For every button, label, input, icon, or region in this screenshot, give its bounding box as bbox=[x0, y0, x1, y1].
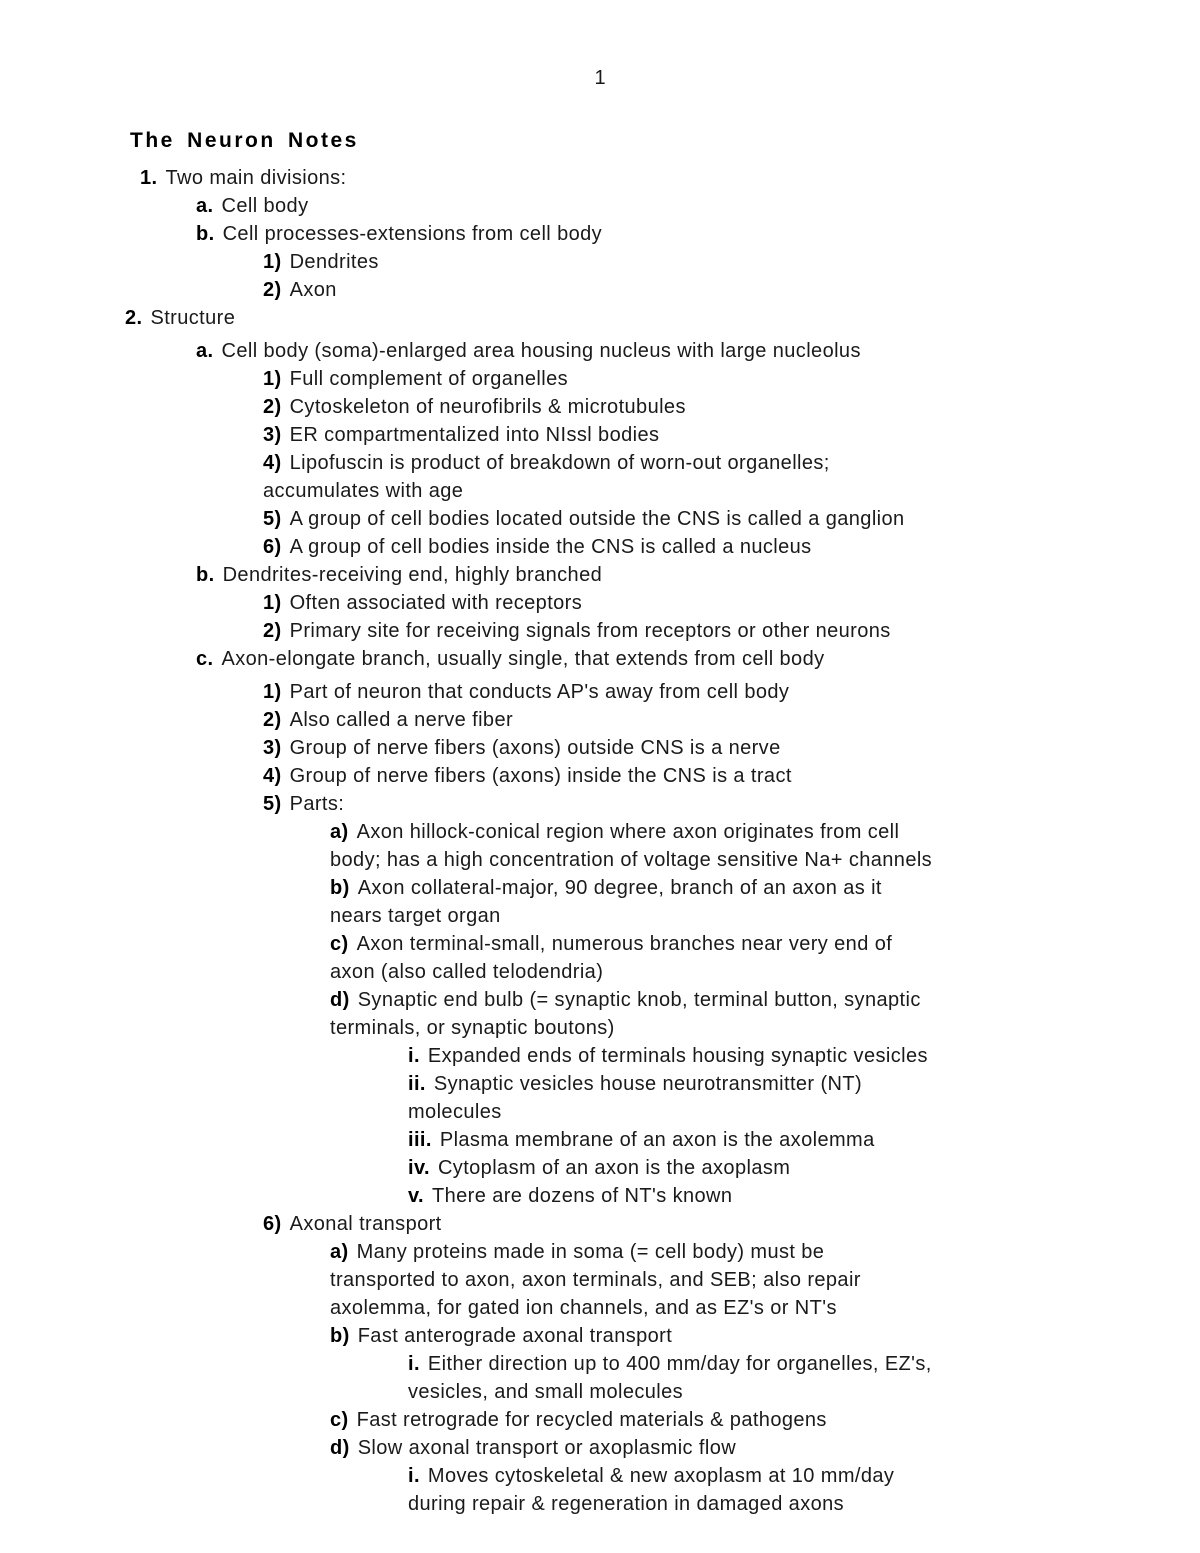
outline-item-text: Cell processes-extensions from cell body bbox=[222, 223, 603, 245]
outline-item bbox=[263, 762, 1200, 790]
outline-item-marker: ii. bbox=[408, 1073, 426, 1095]
outline-item bbox=[196, 192, 1200, 220]
outline-item-text: Axon bbox=[289, 279, 337, 301]
outline-item bbox=[408, 1154, 1200, 1182]
outline-item-text: body; has a high concentration of voltage sensitive Na+ channels bbox=[330, 849, 933, 871]
outline-item bbox=[408, 1042, 1200, 1070]
outline-item bbox=[263, 589, 1200, 617]
outline-item-marker: iii. bbox=[408, 1129, 432, 1151]
outline-item-line bbox=[263, 248, 1200, 276]
outline-item-marker: 3) bbox=[263, 424, 282, 446]
outline-item-marker: c. bbox=[196, 648, 214, 670]
outline-item-line bbox=[408, 1154, 1200, 1182]
outline-item-line bbox=[408, 1350, 1200, 1378]
outline-item-line bbox=[263, 1210, 1200, 1238]
outline-item-text: Either direction up to 400 mm/day for organelles, EZ's, bbox=[427, 1353, 932, 1375]
outline-item bbox=[263, 1210, 1200, 1238]
outline-item bbox=[263, 248, 1200, 276]
outline-item-line bbox=[263, 421, 1200, 449]
outline-item-text: terminals, or synaptic boutons) bbox=[330, 1017, 615, 1039]
outline-item bbox=[196, 645, 1200, 673]
outline-item-wrap-line bbox=[330, 1266, 1200, 1294]
outline-item bbox=[263, 617, 1200, 645]
outline-item-text: Group of nerve fibers (axons) outside CNS is a nerve bbox=[289, 737, 781, 759]
outline-item-line bbox=[263, 762, 1200, 790]
outline-item-text: Lipofuscin is product of breakdown of worn-out organelles; bbox=[289, 452, 830, 474]
outline-item-text: accumulates with age bbox=[263, 480, 464, 502]
outline-item-line bbox=[196, 561, 1200, 589]
outline-item-marker: a) bbox=[330, 1241, 349, 1263]
outline-item bbox=[196, 337, 1200, 365]
outline-item-line bbox=[330, 818, 1200, 846]
outline-item-marker: 2. bbox=[125, 307, 143, 329]
outline-item-text: Cytoplasm of an axon is the axoplasm bbox=[437, 1157, 791, 1179]
outline-item-line bbox=[330, 874, 1200, 902]
outline-item-line bbox=[330, 986, 1200, 1014]
outline-item-marker: 5) bbox=[263, 508, 282, 530]
outline-item-marker: 2) bbox=[263, 279, 282, 301]
outline-item bbox=[263, 533, 1200, 561]
outline-item-text: Cell body (soma)-enlarged area housing nucleus with large nucleolus bbox=[221, 340, 861, 362]
outline-item-line bbox=[263, 393, 1200, 421]
page-number: 1 bbox=[594, 67, 606, 89]
outline-item-line bbox=[263, 790, 1200, 818]
outline-item-text: ER compartmentalized into NIssl bodies bbox=[289, 424, 660, 446]
outline-item-text: There are dozens of NT's known bbox=[432, 1185, 733, 1207]
outline-item-line bbox=[408, 1462, 1200, 1490]
outline-item-wrap-line bbox=[330, 958, 1200, 986]
outline-item bbox=[330, 1434, 1200, 1462]
outline-item bbox=[408, 1070, 1200, 1126]
outline-item-text: Slow axonal transport or axoplasmic flow bbox=[357, 1437, 737, 1459]
outline-item bbox=[263, 734, 1200, 762]
outline-item-text: Fast retrograde for recycled materials & pathogens bbox=[356, 1409, 827, 1431]
outline-item-marker: 3) bbox=[263, 737, 282, 759]
outline-item bbox=[263, 276, 1200, 304]
outline-item-text: Part of neuron that conducts AP's away from cell body bbox=[289, 681, 790, 703]
outline-item-marker: 6) bbox=[263, 1213, 282, 1235]
outline-item-line bbox=[263, 678, 1200, 706]
outline-item-marker: 4) bbox=[263, 452, 282, 474]
outline-item-text: Axon-elongate branch, usually single, that extends from cell body bbox=[221, 648, 825, 670]
outline-item-marker: i. bbox=[408, 1045, 420, 1067]
outline-item-marker: 2) bbox=[263, 620, 282, 642]
outline-item bbox=[263, 678, 1200, 706]
outline-item-marker: 1. bbox=[140, 167, 158, 189]
outline-item-marker: 2) bbox=[263, 396, 282, 418]
outline-item bbox=[408, 1350, 1200, 1406]
outline-item bbox=[196, 220, 1200, 248]
outline-item-text: Full complement of organelles bbox=[289, 368, 568, 390]
outline-item-marker: c) bbox=[330, 1409, 349, 1431]
outline-item-line bbox=[196, 337, 1200, 365]
outline-item bbox=[263, 449, 1200, 505]
outline-item-marker: 1) bbox=[263, 592, 282, 614]
outline-item bbox=[330, 874, 1200, 930]
outline-item-line bbox=[263, 505, 1200, 533]
outline-item-text: Cytoskeleton of neurofibrils & microtubules bbox=[289, 396, 686, 418]
outline-item-marker: i. bbox=[408, 1465, 420, 1487]
outline-item-marker: a. bbox=[196, 195, 214, 217]
outline-item-line bbox=[263, 533, 1200, 561]
outline-item-marker: 2) bbox=[263, 709, 282, 731]
outline-item-text: axolemma, for gated ion channels, and as EZ's or NT's bbox=[330, 1297, 837, 1319]
outline-item-marker: d) bbox=[330, 989, 350, 1011]
outline-item-text: Many proteins made in soma (= cell body) must be bbox=[356, 1241, 825, 1263]
outline-item bbox=[263, 421, 1200, 449]
outline-item-line bbox=[263, 365, 1200, 393]
outline-item-text: Often associated with receptors bbox=[289, 592, 583, 614]
outline-item-wrap-line bbox=[330, 1014, 1200, 1042]
outline-item-wrap-line bbox=[408, 1098, 1200, 1126]
outline-item bbox=[263, 706, 1200, 734]
outline-item-marker: 1) bbox=[263, 368, 282, 390]
outline-item-line bbox=[263, 276, 1200, 304]
outline-item-marker: v. bbox=[408, 1185, 424, 1207]
outline-item-line bbox=[330, 1238, 1200, 1266]
outline-item-line bbox=[330, 930, 1200, 958]
outline-item-text: vesicles, and small molecules bbox=[408, 1381, 684, 1403]
outline-item bbox=[330, 1406, 1200, 1434]
outline-item-text: transported to axon, axon terminals, and SEB; also repair bbox=[330, 1269, 861, 1291]
outline-item-line bbox=[140, 164, 1200, 192]
outline-item-line bbox=[125, 304, 1200, 332]
outline-item-text: during repair & regeneration in damaged axons bbox=[408, 1493, 845, 1515]
outline-item-text: Dendrites bbox=[289, 251, 379, 273]
outline-item bbox=[330, 1238, 1200, 1322]
outline-item-text: Dendrites-receiving end, highly branched bbox=[222, 564, 603, 586]
outline-item-marker: b. bbox=[196, 223, 215, 245]
outline-item-line bbox=[408, 1070, 1200, 1098]
outline-item-text: Group of nerve fibers (axons) inside the CNS is a tract bbox=[289, 765, 792, 787]
outline-item-text: Primary site for receiving signals from receptors or other neurons bbox=[289, 620, 891, 642]
outline-item-text: Plasma membrane of an axon is the axolemma bbox=[439, 1129, 875, 1151]
outline-item-text: Axon collateral-major, 90 degree, branch of an axon as it bbox=[357, 877, 882, 899]
outline-item bbox=[408, 1462, 1200, 1518]
outline-item-marker: 4) bbox=[263, 765, 282, 787]
outline-item-line bbox=[263, 589, 1200, 617]
outline-item-wrap-line bbox=[408, 1378, 1200, 1406]
outline-item-text: nears target organ bbox=[330, 905, 501, 927]
outline-item bbox=[263, 393, 1200, 421]
outline bbox=[0, 164, 1200, 1518]
outline-item-marker: b. bbox=[196, 564, 215, 586]
outline-item-line bbox=[263, 706, 1200, 734]
outline-item-wrap-line bbox=[330, 902, 1200, 930]
outline-item-text: axon (also called telodendria) bbox=[330, 961, 604, 983]
outline-item-text: Also called a nerve fiber bbox=[289, 709, 514, 731]
outline-item-text: Axon hillock-conical region where axon originates from cell bbox=[356, 821, 900, 843]
outline-item-marker: b) bbox=[330, 877, 350, 899]
outline-item-text: Parts: bbox=[289, 793, 345, 815]
outline-item bbox=[140, 164, 1200, 192]
outline-item-text: Structure bbox=[150, 307, 236, 329]
outline-item-marker: 1) bbox=[263, 681, 282, 703]
outline-item-text: Two main divisions: bbox=[165, 167, 347, 189]
outline-item-text: Axon terminal-small, numerous branches near very end of bbox=[356, 933, 893, 955]
outline-item-marker: 6) bbox=[263, 536, 282, 558]
outline-item-line bbox=[408, 1126, 1200, 1154]
outline-item-line bbox=[196, 220, 1200, 248]
outline-item-line bbox=[263, 617, 1200, 645]
outline-item bbox=[330, 930, 1200, 986]
outline-item bbox=[330, 818, 1200, 874]
outline-item-line bbox=[408, 1042, 1200, 1070]
outline-item-line bbox=[263, 449, 1200, 477]
outline-item-marker: a) bbox=[330, 821, 349, 843]
outline-item-text: A group of cell bodies inside the CNS is called a nucleus bbox=[289, 536, 812, 558]
outline-item-line bbox=[263, 734, 1200, 762]
outline-item-marker: d) bbox=[330, 1437, 350, 1459]
outline-item-wrap-line bbox=[408, 1490, 1200, 1518]
outline-item bbox=[330, 1322, 1200, 1350]
outline-item bbox=[330, 986, 1200, 1042]
outline-item bbox=[263, 790, 1200, 818]
outline-item-marker: b) bbox=[330, 1325, 350, 1347]
outline-item bbox=[125, 304, 1200, 332]
outline-item-text: Moves cytoskeletal & new axoplasm at 10 mm/day bbox=[427, 1465, 895, 1487]
outline-item-line bbox=[330, 1434, 1200, 1462]
outline-item-line bbox=[408, 1182, 1200, 1210]
outline-item-text: Synaptic vesicles house neurotransmitter (NT) bbox=[433, 1073, 863, 1095]
outline-item-marker: 1) bbox=[263, 251, 282, 273]
outline-item-marker: i. bbox=[408, 1353, 420, 1375]
outline-item bbox=[263, 505, 1200, 533]
outline-item-line bbox=[196, 645, 1200, 673]
outline-item bbox=[408, 1126, 1200, 1154]
outline-item-text: Expanded ends of terminals housing synaptic vesicles bbox=[427, 1045, 928, 1067]
outline-item bbox=[263, 365, 1200, 393]
outline-item-line bbox=[330, 1322, 1200, 1350]
outline-item-text: Cell body bbox=[221, 195, 309, 217]
outline-item-wrap-line bbox=[263, 477, 1200, 505]
outline-item-line bbox=[196, 192, 1200, 220]
outline-item-text: Fast anterograde axonal transport bbox=[357, 1325, 673, 1347]
outline-item-text: A group of cell bodies located outside the CNS is called a ganglion bbox=[289, 508, 905, 530]
outline-item-text: Axonal transport bbox=[289, 1213, 442, 1235]
outline-item-wrap-line bbox=[330, 1294, 1200, 1322]
outline-item bbox=[408, 1182, 1200, 1210]
outline-item-marker: iv. bbox=[408, 1157, 430, 1179]
outline-item-marker: 5) bbox=[263, 793, 282, 815]
outline-item-text: molecules bbox=[408, 1101, 502, 1123]
outline-item-marker: a. bbox=[196, 340, 214, 362]
outline-item-line bbox=[330, 1406, 1200, 1434]
outline-item-text: Synaptic end bulb (= synaptic knob, terminal button, synaptic bbox=[357, 989, 921, 1011]
outline-item bbox=[196, 561, 1200, 589]
outline-item-marker: c) bbox=[330, 933, 349, 955]
page-title: The Neuron Notes bbox=[130, 129, 359, 152]
outline-item-wrap-line bbox=[330, 846, 1200, 874]
